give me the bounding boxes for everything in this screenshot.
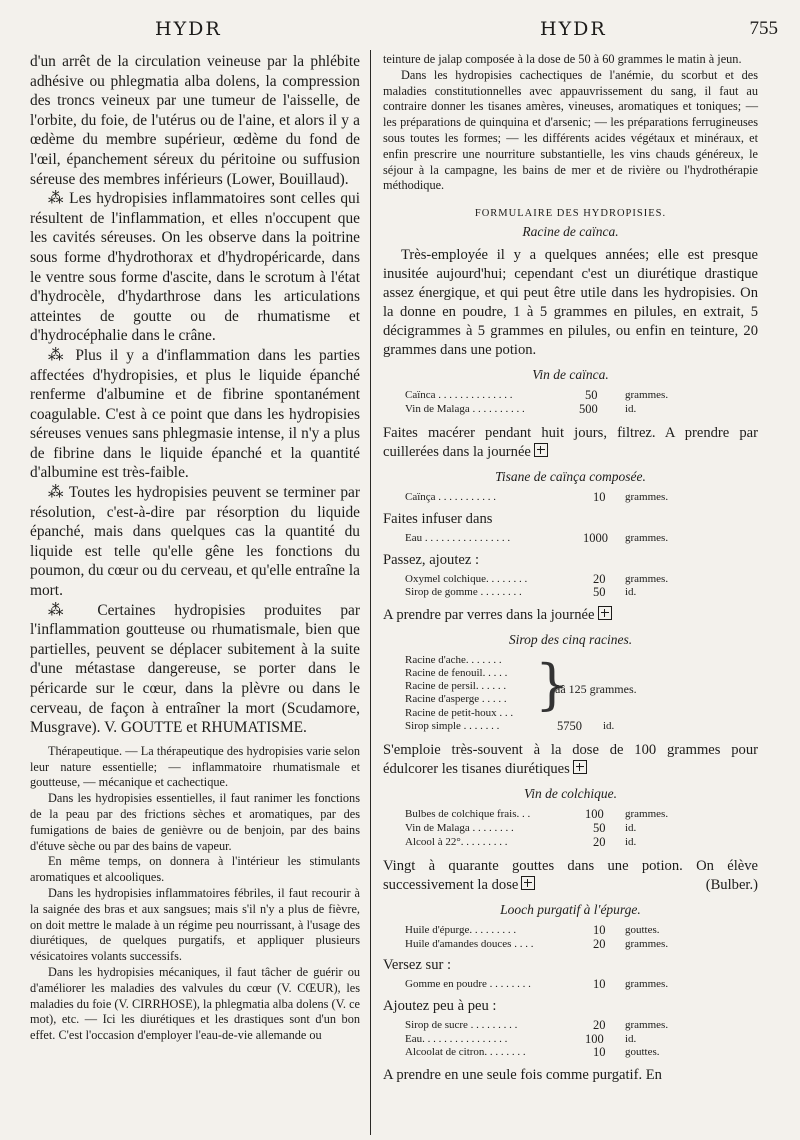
therapeutique-paragraph: Thérapeutique. — La thérapeutique des hydropisies varie selon leur nature essentielle; — inflammatoire rhumatismale et goutteuse, — mécanique et cachectique. <box>30 743 360 790</box>
looch-versez: Versez sur : <box>383 957 452 974</box>
left-paragraph-4: ⁂ Toutes les hydropisies peuvent se terminer par résolution, c'est-à-dire par résorption du liquide épanché, mais dans quelques cas la quantité du liquide est telle qu'elle gêne les fonctions du poumon, du cœur ou du cerveau, et qu'elle entraîne la mort. <box>30 484 360 600</box>
ingredient-row: Caïnça . . . . . . . . . . . 10 grammes. <box>405 490 669 505</box>
right-paragraph-2: Dans les hydropisies cachectiques de l'anémie, du scorbut et des maladies constitutionnelles avec appauvrissement du sang, il faut au contraire donner les tisanes amères, vineuses, aromatiques et toniques; — les préparations de quinquina et d'arsenic; — les préparations ferrugineuses sous toutes les formes; — les différents acides végétaux et minéraux, et enfin prescrire une nourriture substantielle, les vins chauds généreux, le séjour à la campagne, les bains de mer et de rivière ou l'hydrothérapie méthodique. <box>383 67 758 193</box>
cross-icon <box>573 760 587 774</box>
racine-title: Racine de caïnca. <box>522 224 619 240</box>
vin-cainca-instructions: Faites macérer pendant huit jours, filtrez. A prendre par cuillerées dans la journée <box>383 425 758 461</box>
sirop-instructions: S'emploie très-souvent à la dose de 100 grammes pour édulcorer les tisanes diurétiques <box>383 742 758 778</box>
looch-title: Looch purgatif à l'épurge. <box>500 902 641 918</box>
attribution: (Bulber.) <box>705 877 758 894</box>
looch-ajoutez: Ajoutez peu à peu : <box>383 997 497 1014</box>
left-paragraph-10: Dans les hydropisies mécaniques, il faut tâcher de guérir ou d'améliorer les maladies des valvules du cœur (V. CŒUR), les maladies du foie (V. CIRRHOSE), la phlegmatia alba dolens (V. ce mot), etc. — Ici les diurétiques et les drastiques sont d'un bon effet. C'est l'occasion d'employer l'eau-de-vie allemande ou <box>30 964 360 1043</box>
page-number: 755 <box>749 18 778 39</box>
ingredient-row: Sirop de gomme . . . . . . . . 50 id. <box>405 585 637 600</box>
formulaire-heading: FORMULAIRE DES HYDROPISIES. <box>474 208 667 220</box>
left-paragraph-8: En même temps, on donnera à l'intérieur les stimulants aromatiques et alcooliques. <box>30 854 360 885</box>
tisane-passez: Passez, ajoutez : <box>383 551 480 568</box>
tisane-title: Tisane de caïnça composée. <box>495 469 646 485</box>
left-column <box>30 52 360 1044</box>
cross-icon <box>598 606 612 620</box>
left-paragraph-7: Dans les hydropisies essentielles, il faut ranimer les fonctions de la peau par des frictions sèches et aromatiques, par des fumigations de baies de genièvre ou de benjoin, par des bains d'étuve sèche ou par des bains de vapeur. <box>30 791 360 853</box>
list-item: Racine d'asperge . . . . . <box>405 693 507 706</box>
right-column <box>383 52 758 1085</box>
left-paragraph-1: d'un arrêt de la circulation veineuse par la phlébite adhésive ou phlegmatia alba dolens, la compression des troncs veineux par une tumeur de l'aisselle, de l'orbite, du foie, de l'utérus ou de l'aine, et alors il y a œdème du membre supérieur, œdème du fond de l'œil, épanchement séreux du péritoine ou suffusion séreuse des membres inférieurs (Lower, Bouillaud). <box>30 53 360 188</box>
tisane-instructions: A prendre par verres dans la journée <box>383 606 758 625</box>
sirop-title: Sirop des cinq racines. <box>508 631 633 647</box>
ingredient-row: Gomme en poudre . . . . . . . . 10 grammes. <box>405 977 669 992</box>
left-paragraph-9: Dans les hydropisies inflammatoires fébriles, il faut recourir à la saignée des bras et aux sangsues; mais s'il n'y a plus de fièvre, on doit mettre le malade à un régime peu nourrissant, à l'usage des diurétiques, de quelques purgatifs, et appliquer plusieurs vésicatoires volants successifs. <box>30 885 360 964</box>
vin-cainca-title: Vin de caïnca. <box>532 367 609 383</box>
ingredient-row: Eau . . . . . . . . . . . . . . . . 1000 grammes. <box>405 530 669 545</box>
looch-instructions: A prendre en une seule fois comme purgatif. En <box>383 1066 662 1083</box>
header-left-word: HYDR <box>155 18 222 40</box>
racine-text: Très-employée il y a quelques années; elle est presque inusitée aujourd'hui; cependant c'est un diurétique drastique assez énergique, et qui peut être utile dans les hydropisies. On la donne en poudre, 1 à 5 grammes en pilules, en extrait, 5 décigrammes à 5 grammes en pilules, ou enfin en teinture, 20 grammes dans une potion. <box>383 247 758 359</box>
roots-quantity: ââ 125 grammes. <box>555 681 637 696</box>
left-paragraph-3: ⁂ Plus il y a d'inflammation dans les parties affectées d'hydropisies, et plus le liquide épanché renferme d'albumine et de fibrine spontanément coagulable. C'est à ce point que dans les hydropisies séreuses venues sans phlegmasie intense, il n'y a plus de fibrine dans le liquide épanché et la quantité d'albumine est très-faible. <box>30 346 360 482</box>
left-paragraph-5: ⁂ Certaines hydropisies produites par l'inflammation goutteuse ou rhumatismale, bien que partielles, peuvent se déplacer subitement à la suite d'une métastase dangereuse, se porter dans le péricarde sur le cœur, dans la plèvre ou dans le cerveau, de façon à entraîner la mort (Scudamore, Musgrave). V. GOUTTE et RHUMATISME. <box>30 601 360 737</box>
ingredient-row: Huile d'épurge. . . . . . . . . 10 gouttes. <box>405 923 660 938</box>
ingredient-row: Vin de Malaga . . . . . . . . . . 500 id. <box>405 401 637 416</box>
ingredient-row: Bulbes de colchique frais. . . 100 grammes. <box>405 807 669 822</box>
column-divider <box>370 50 371 1135</box>
ingredient-row: Sirop de sucre . . . . . . . . . 20 grammes. <box>405 1017 669 1032</box>
vin-colchique-title: Vin de colchique. <box>523 786 618 802</box>
ingredient-row: Caïnca . . . . . . . . . . . . . . 50 grammes. <box>405 388 669 403</box>
roots-list <box>405 654 758 720</box>
list-item: Racine d'ache. . . . . . . <box>405 653 502 666</box>
ingredient-row: Oxymel colchique. . . . . . . . 20 grammes. <box>405 571 669 586</box>
ingredient-row: Eau. . . . . . . . . . . . . . . . 100 id. <box>405 1031 637 1046</box>
right-paragraph-1: teinture de jalap composée à la dose de 50 à 60 grammes le matin à jeun. <box>383 52 742 66</box>
header-right-word: HYDR <box>540 18 607 40</box>
list-item: Racine de fenouil. . . . . <box>405 666 508 679</box>
ingredient-row: Alcool à 22°. . . . . . . . . 20 id. <box>405 834 637 849</box>
tisane-infuser: Faites infuser dans <box>383 510 493 527</box>
list-item: Racine de persil. . . . . . <box>405 680 507 693</box>
ingredient-row: Vin de Malaga . . . . . . . . 50 id. <box>405 820 637 835</box>
cross-icon <box>521 876 535 890</box>
ingredient-row: Huile d'amandes douces . . . . 20 grammes. <box>405 936 669 951</box>
vin-colchique-instructions: Vingt à quarante gouttes dans une potion. On élève successivement la dose (Bulber.) <box>383 858 758 894</box>
ingredient-row: Sirop simple . . . . . . . 5750 id. <box>405 718 615 733</box>
running-header <box>0 18 800 46</box>
left-paragraph-2: ⁂ Les hydropisies inflammatoires sont celles qui résultent de l'inflammation, et elles n'occupent que les cavités séreuses. On les observe dans la poitrine sous forme d'hydrothorax et d'hydropéricarde, dans le ventre sous forme d'ascite, dans le scrotum à l'état d'hydrocèle, d'hydarthrose dans les articulations atteintes de goutte ou de rhumatisme et d'hydrocéphalie dans le crâne. <box>30 190 360 345</box>
list-item: Racine de petit-houx . . . <box>405 706 514 719</box>
brace-icon: } <box>535 652 570 716</box>
cross-icon <box>534 443 548 457</box>
ingredient-row: Alcoolat de citron. . . . . . . . 10 gouttes. <box>405 1045 660 1060</box>
